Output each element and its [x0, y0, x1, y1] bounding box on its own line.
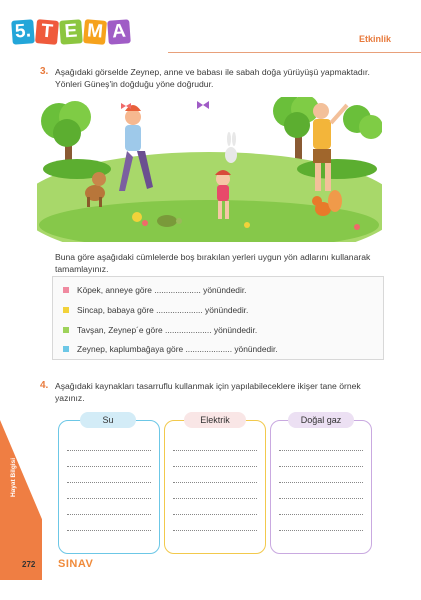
- card-title-su: Su: [80, 412, 136, 428]
- park-scene-icon: [37, 97, 382, 242]
- blank-field[interactable]: ....................: [156, 305, 203, 315]
- sentence-subject: Tavşan, Zeynep´e göre: [77, 325, 163, 335]
- unit-letter: A: [107, 19, 131, 44]
- card-elektrik: [164, 420, 266, 554]
- sentence-suffix: yönündedir.: [213, 325, 258, 335]
- section-label: Etkinlik: [358, 34, 391, 44]
- sentence-row: [63, 285, 246, 295]
- sentence-suffix: yönündedir.: [234, 344, 278, 354]
- bullet-square-icon: [63, 346, 69, 352]
- sentence-row: [63, 305, 248, 315]
- blank-field[interactable]: ....................: [185, 344, 233, 354]
- question-3-instruction: Buna göre aşağıdaki cümlelerde boş bırakılan yerleri uygun yön adlarını kullanarak tamamlayınız.: [55, 252, 371, 274]
- question-4-text: Aşağıdaki kaynakları tasarruflu kullanmak için yapılabileceklere ikişer tane örnek yazınız.: [55, 381, 361, 403]
- sentence-row: [63, 344, 278, 354]
- unit-letter: E: [59, 19, 83, 44]
- card-title-elektrik: Elektrik: [184, 412, 246, 428]
- side-label: Hayat Bilgisi: [10, 457, 17, 497]
- bullet-square-icon: [63, 287, 69, 293]
- unit-letter: 5.: [11, 19, 35, 44]
- fill-in-box: [52, 276, 384, 360]
- blank-field[interactable]: ....................: [165, 325, 212, 335]
- unit-letter: T: [35, 19, 59, 45]
- question-4-number: 4.: [40, 380, 49, 391]
- sentence-subject: Köpek, anneye göre: [77, 285, 152, 295]
- bullet-square-icon: [63, 307, 69, 313]
- question-3-text: Aşağıdaki görselde Zeynep, anne ve babası ile sabah doğa yürüyüşü yapmaktadır. Yönleri Güneş'in doğduğu yöne doğrudur.: [55, 67, 370, 89]
- bullet-square-icon: [63, 327, 69, 333]
- card-title-dogal-gaz: Doğal gaz: [288, 412, 354, 428]
- park-illustration: [37, 97, 382, 242]
- header-divider: [168, 52, 421, 53]
- question-3-number: 3.: [40, 66, 49, 77]
- brand-logo: SINAV: [58, 558, 94, 570]
- sentence-row: [63, 325, 257, 335]
- sentence-suffix: yönündedir.: [205, 305, 249, 315]
- sentence-subject: Zeynep, kaplumbağaya göre: [77, 344, 184, 354]
- card-su: [58, 420, 160, 554]
- unit-badge: [12, 20, 130, 44]
- sentence-suffix: yönündedir.: [203, 285, 247, 295]
- sentence-subject: Sincap, babaya göre: [77, 305, 154, 315]
- page-number: 272: [22, 560, 36, 569]
- unit-letter: M: [83, 19, 107, 45]
- blank-field[interactable]: ....................: [154, 285, 201, 295]
- side-tab: [0, 420, 42, 580]
- card-dogal-gaz: [270, 420, 372, 554]
